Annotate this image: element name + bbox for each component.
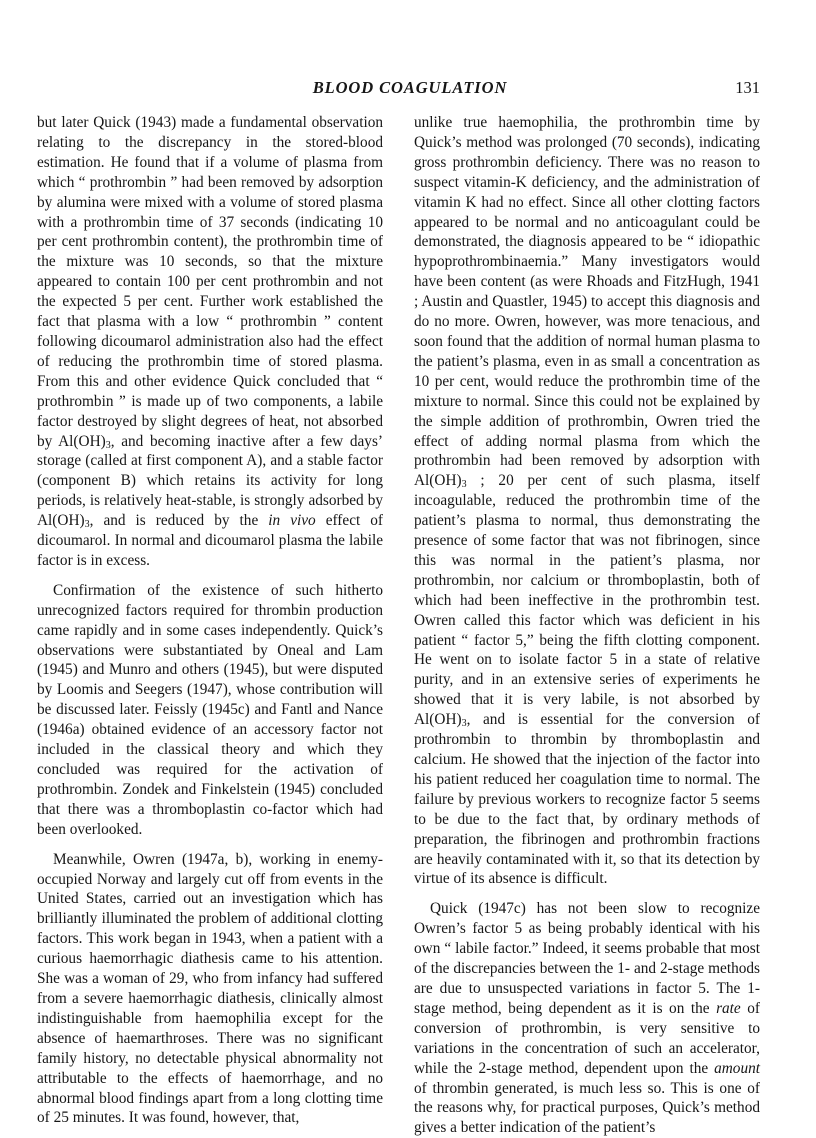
right-column — [414, 113, 760, 1138]
paragraph-owren-meanwhile: Meanwhile, Owren (1947a, b), working in enemy-occupied Norway and largely cut off from events in the United States, carried out an investigation which has brilliantly illuminated the problem of additional clotting factors. This work began in 1943, when a patient with a curious haemorrhagic diathesis came to his attention. She was a woman of 29, who from infancy had suffered from a severe haemorrhagic diathesis, clinically almost indistinguishable from haemophilia except for the absence of haemarthroses. There was no significant family history, no detectable physical abnormality not attributable to the effects of haemorrhage, and no abnormal blood findings apart from a long clotting time of 25 minutes. It was found, however, that, — [37, 850, 383, 1127]
text-run: , and is essential for the conversion of prothrombin to thrombin by thromboplastin and calcium. He showed that the injection of the factor into his patient reduced her coagulation time to normal. The failure by previous workers to recognize factor 5 seems to be due to the fact that, by ordinary methods of preparation, the fibrinogen and prothrombin fractions are heavily contaminated with it, so that its detection by virtue of its absence is difficult. — [414, 711, 760, 888]
paragraph-owren-factor-5 — [414, 113, 760, 889]
text-run: ; 20 per cent of such plasma, itself incoagulable, reduced the prothrombin time of the patient’s plasma to normal, thus demonstrating the presence of some factor that was not fibrinogen, since this was normal in the patient’s plasma, nor prothrombin, nor calcium or thromboplastin, both of which had been ineffective in the prothrombin test. Owren called this factor which was deficient in his patient “ factor 5,” being the fifth clotting component. He went on to isolate factor 5 in a state of relative purity, and in an extensive series of experiments he showed that it is very labile, is not absorbed by Al(OH) — [414, 472, 760, 729]
subscript: 3 — [461, 718, 467, 730]
italic-term: amount — [714, 1059, 760, 1077]
paragraph-confirmation: Confirmation of the existence of such hitherto unrecognized factors required for thrombin production came rapidly and in some cases independently. Quick’s observations were substantiated by Oneal and Lam (1945) and Munro and others (1945), but were disputed by Loomis and Seegers (1947), whose contribution will be discussed later. Feissly (1945c) and Fantl and Nance (1946a) obtained evidence of an accessory factor not included in the classical theory and which they concluded was required for the activation of prothrombin. Zondek and Finkelstein (1945) concluded that there was a thromboplastin co-factor which had been overlooked. — [37, 581, 383, 838]
left-column — [37, 113, 383, 1128]
text-run: of conversion of prothrombin, is very sensitive to variations in the concentration of such an accelerator, while the 2-stage method, dependent upon the — [414, 999, 760, 1077]
subscript: 3 — [84, 519, 90, 531]
text-run: but later Quick (1943) made a fundamental observation relating to the discrepancy in the stored-blood estimation. He found that if a volume of plasma from which “ prothrombin ” had been removed by adsorption by alumina were mixed with a volume of stored plasma with a prothrombin time of 37 seconds (indicating 10 per cent prothrombin content), the prothrombin time of the mixture was 10 seconds, so that the mixture appeared to contain 100 per cent prothrombin and not the expected 5 per cent. Further work established the fact that plasma with a low “ prothrombin ” content following dicoumarol administration also had the effect of reducing the prothrombin time of stored plasma. From this and other evidence Quick concluded that “ prothrombin ” is made up of two components, a labile factor destroyed by slight degrees of heat, not absorbed by Al(OH) — [37, 114, 383, 450]
text-run: of thrombin generated, is much less so. This is one of the reasons why, for practical purposes, Quick’s method gives a better indication of the patient’s — [414, 1079, 760, 1137]
text-run: Quick (1947c) has not been slow to recognize Owren’s factor 5 as being probably identical with his own “ labile factor.” Indeed, it seems probable that most of the discrepancies between the 1- and 2-stage methods are due to unsuspected variations in factor 5. The 1-stage method, being dependent as it is on the — [414, 900, 760, 1017]
paragraph-quick-1947c — [414, 899, 760, 1138]
running-header — [60, 78, 760, 100]
italic-term: rate — [716, 999, 741, 1017]
running-title: BLOOD COAGULATION — [312, 78, 508, 97]
text-run: unlike true haemophilia, the prothrombin time by Quick’s method was prolonged (70 seconds), indicating gross prothrombin deficiency. There was no reason to suspect vitamin-K deficiency, and the administration of vitamin K had no effect. Since all other clotting factors appeared to be normal and no anticoagulant could be demonstrated, the diagnosis appeared to be “ idiopathic hypoprothrombinaemia.” Many investigators would have been content (as were Rhoads and FitzHugh, 1941 ; Austin and Quastler, 1945) to accept this diagnosis and do no more. Owren, however, was more tenacious, and soon found that the addition of normal human plasma to the patient’s plasma, even in as small a concentration as 10 per cent, would reduce the prothrombin time of the mixture to normal. Since this could not be explained by the simple addition of prothrombin, Owren tried the effect of adding normal plasma from which the prothrombin had been removed by adsorption with Al(OH) — [414, 114, 760, 490]
text-run: effect of dicoumarol. In normal and dicoumarol plasma the labile factor is in excess. — [37, 512, 383, 569]
text-run: , and becoming inactive after a few days’ storage (called at first component A), and a stable factor (component B) which retains its activity for long periods, is relatively heat-stable, is strongly adsorbed by Al(OH) — [37, 432, 383, 530]
subscript: 3 — [461, 479, 467, 491]
page-number: 131 — [735, 78, 760, 97]
paragraph-quick-labile-factor — [37, 113, 383, 571]
subscript: 3 — [105, 439, 111, 451]
italic-term: in vivo — [268, 512, 316, 530]
text-run: , and is reduced by the — [89, 512, 269, 530]
